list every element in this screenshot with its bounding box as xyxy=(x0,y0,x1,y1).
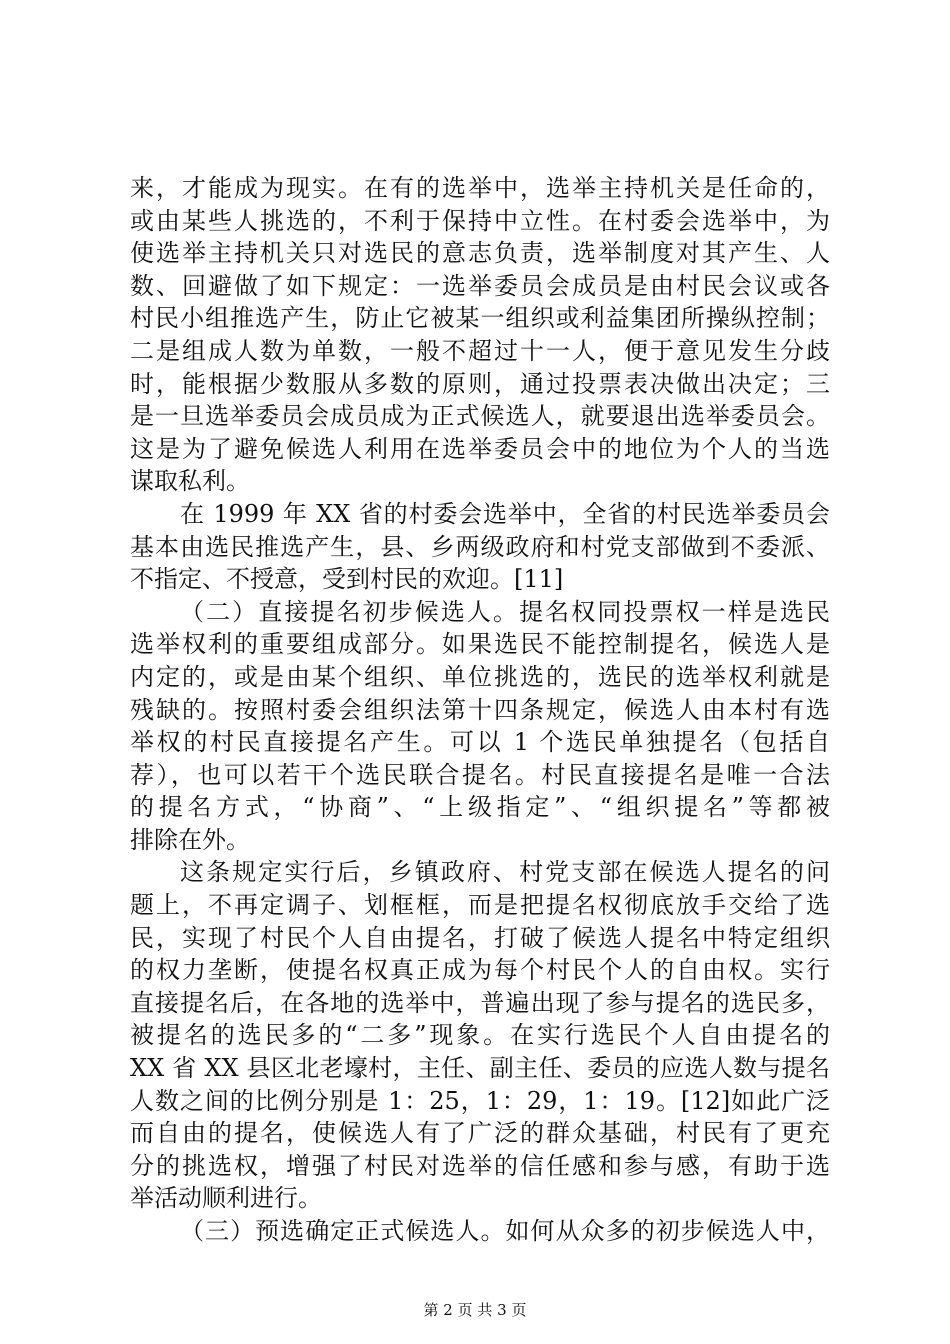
text-line: 谋取私利。 xyxy=(130,467,250,496)
text-line: 的提名方式，“协商”、“上级指定”、“组织提名”等都被 xyxy=(130,793,830,822)
text-line: 被提名的选民多的“二多”现象。在实行选民个人自由提名的 xyxy=(130,1021,830,1050)
text-line: 举权的村民直接提名产生。可以 1 个选民单独提名（包括自 xyxy=(130,728,830,757)
body-text xyxy=(130,172,830,1248)
text-line: 题上，不再定调子、划框框，而是把提名权彻底放手交给了选 xyxy=(130,891,830,920)
text-line: 不指定、不授意，受到村民的欢迎。[11] xyxy=(130,565,564,594)
text-line: 直接提名后，在各地的选举中，普遍出现了参与提名的选民多， xyxy=(130,988,830,1017)
text-line: 内定的，或是由某个组织、单位挑选的，选民的选举权利就是 xyxy=(130,662,830,691)
section-heading-line: （三）预选确定正式候选人。如何从众多的初步候选人中， xyxy=(180,1217,830,1245)
text-line: 的权力垄断，使提名权真正成为每个村民个人的自由权。实行 xyxy=(130,956,830,985)
paragraph-first-line: 这条规定实行后，乡镇政府、村党支部在候选人提名的问 xyxy=(180,858,830,887)
text-line: 数、回避做了如下规定：一选举委员会成员是由村民会议或各 xyxy=(130,271,830,300)
text-line: 而自由的提名，使候选人有了广泛的群众基础，村民有了更充 xyxy=(130,1119,830,1148)
section-heading-line: （二）直接提名初步候选人。提名权同投票权一样是选民 xyxy=(180,597,830,626)
text-line: 基本由选民推选产生，县、乡两级政府和村党支部做到不委派、 xyxy=(130,532,830,561)
page-number: 第 2 页 共 3 页 xyxy=(423,1301,527,1319)
text-line: 民，实现了村民个人自由提名，打破了候选人提名中特定组织 xyxy=(130,923,830,952)
text-line: 残缺的。按照村委会组织法第十四条规定，候选人由本村有选 xyxy=(130,695,830,724)
text-line: 使选举主持机关只对选民的意志负责，选举制度对其产生、人 xyxy=(130,239,830,268)
text-line: XX 省 XX 县区北老壕村，主任、副主任、委员的应选人数与提名 xyxy=(130,1054,830,1083)
text-line: 来，才能成为现实。在有的选举中，选举主持机关是任命的， xyxy=(130,174,830,202)
text-line: 村民小组推选产生，防止它被某一组织或利益集团所操纵控制； xyxy=(130,304,830,333)
text-line: 分的挑选权，增强了村民对选举的信任感和参与感，有助于选 xyxy=(130,1151,830,1180)
text-line: 是一旦选举委员会成员成为正式候选人，就要退出选举委员会。 xyxy=(130,402,830,431)
text-line: 选举权利的重要组成部分。如果选民不能控制提名，候选人是 xyxy=(130,630,830,659)
text-line: 二是组成人数为单数，一般不超过十一人，便于意见发生分歧 xyxy=(130,336,830,365)
page-footer xyxy=(0,1300,950,1320)
text-line: 荐），也可以若干个选民联合提名。村民直接提名是唯一合法 xyxy=(130,760,830,789)
text-line: 举活动顺利进行。 xyxy=(130,1184,322,1213)
text-line: 排除在外。 xyxy=(130,825,250,854)
paragraph-first-line: 在 1999 年 XX 省的村委会选举中，全省的村民选举委员会 xyxy=(180,499,830,528)
text-line: 人数之间的比例分别是 1：25，1：29，1：19。[12]如此广泛 xyxy=(130,1086,830,1115)
text-line: 这是为了避免候选人利用在选举委员会中的地位为个人的当选 xyxy=(130,434,830,463)
text-line: 时，能根据少数服从多数的原则，通过投票表决做出决定；三 xyxy=(130,369,830,398)
text-line: 或由某些人挑选的，不利于保持中立性。在村委会选举中，为 xyxy=(130,206,830,235)
